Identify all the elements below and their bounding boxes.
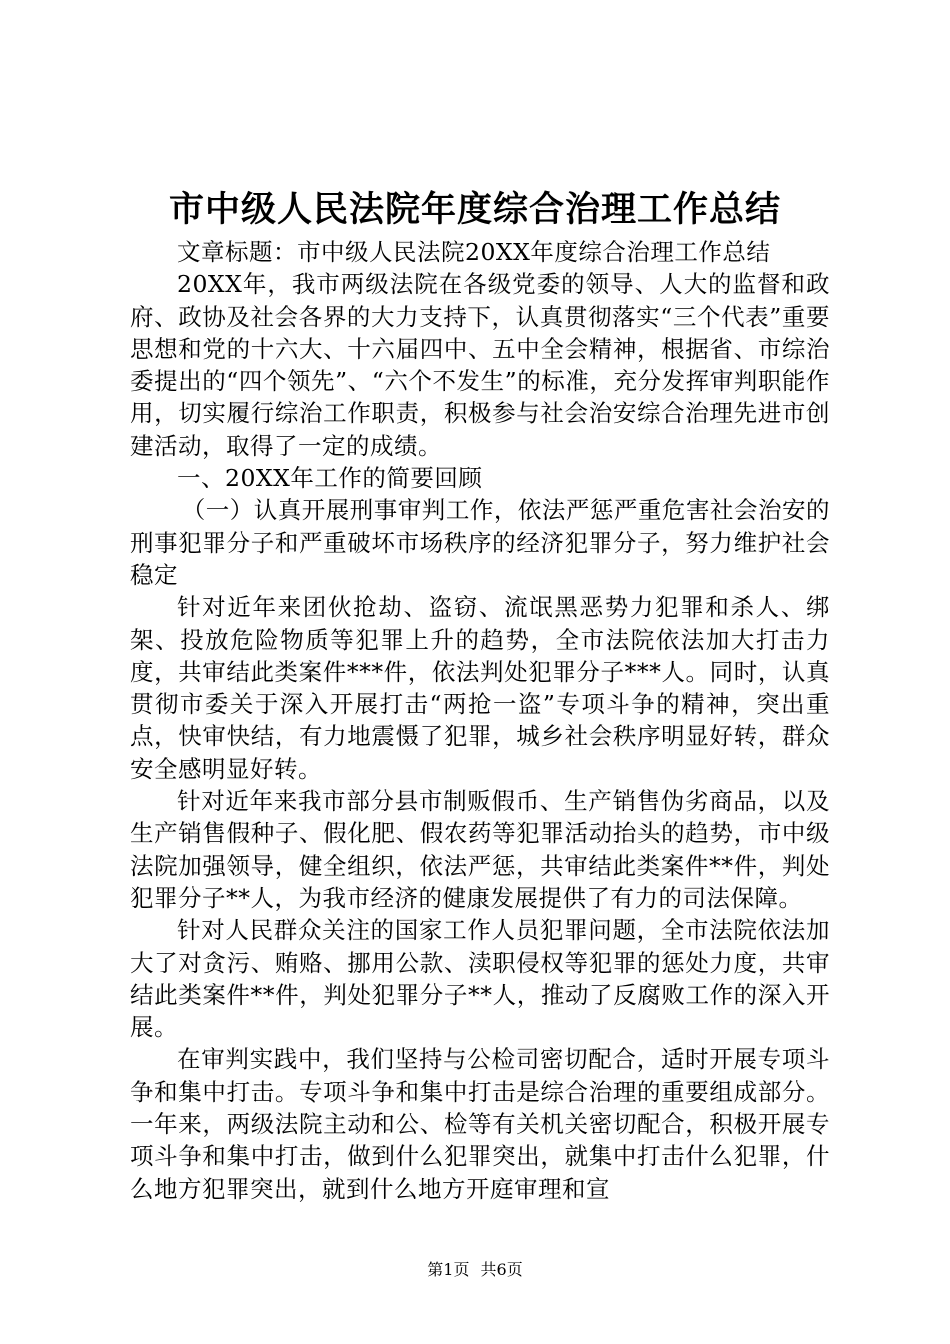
section-heading: 一、20XX年工作的简要回顾 — [177, 464, 483, 493]
body-paragraph: 针对近年来团伙抢劫、盗窃、流氓黑恶势力犯罪和杀人、绑架、投放危险物质等犯罪上升的趋势，全市法院依法加大打击力度，共审结此类案件***件，依法判处犯罪分子***人。同时，认真贯彻市委关于深入开展打击“两抢一盗”专项斗争的精神，突出重点，快审快结，有力地震慑了犯罪，城乡社会秩序明显好转，群众安全感明显好转。 — [130, 593, 830, 783]
article-title-line: 文章标题：市中级人民法院20XX年度综合治理工作总结 — [177, 238, 771, 266]
document-body — [130, 236, 830, 1205]
page-footer — [0, 1260, 950, 1280]
document-title: 市中级人民法院年度综合治理工作总结 — [168, 189, 781, 230]
body-paragraph: 在审判实践中，我们坚持与公检司密切配合，适时开展专项斗争和集中打击。专项斗争和集中打击是综合治理的重要组成部分。一年来，两级法院主动和公、检等有关机关密切配合，积极开展专项斗争和集中打击，做到什么犯罪突出，就集中打击什么犯罪，什么地方犯罪突出，就到什么地方开庭审理和宣 — [130, 1045, 830, 1203]
body-paragraph: 针对近年来我市部分县市制贩假币、生产销售伪劣商品，以及生产销售假种子、假化肥、假农药等犯罪活动抬头的趋势，市中级法院加强领导，健全组织，依法严惩，共审结此类案件**件，判处犯罪分子**人，为我市经济的健康发展提供了有力的司法保障。 — [130, 787, 830, 912]
page-total: 共6页 — [480, 1260, 523, 1279]
page-number: 第1页 — [427, 1260, 470, 1279]
intro-paragraph: 20XX年，我市两级法院在各级党委的领导、人大的监督和政府、政协及社会各界的大力支持下，认真贯彻落实“三个代表”重要思想和党的十六大、十六届四中、五中全会精神，根据省、市综治委提出的“四个领先”、“六个不发生”的标准，充分发挥审判职能作用，切实履行综治工作职责，积极参与社会治安综合治理先进市创建活动，取得了一定的成绩。 — [130, 270, 830, 460]
body-paragraph: 针对人民群众关注的国家工作人员犯罪问题，全市法院依法加大了对贪污、贿赂、挪用公款、渎职侵权等犯罪的惩处力度，共审结此类案件**件，判处犯罪分子**人，推动了反腐败工作的深入开展。 — [130, 916, 830, 1042]
subsection-heading: （一）认真开展刑事审判工作，依法严惩严重危害社会治安的刑事犯罪分子和严重破坏市场秩序的经济犯罪分子，努力维护社会稳定 — [130, 496, 830, 589]
